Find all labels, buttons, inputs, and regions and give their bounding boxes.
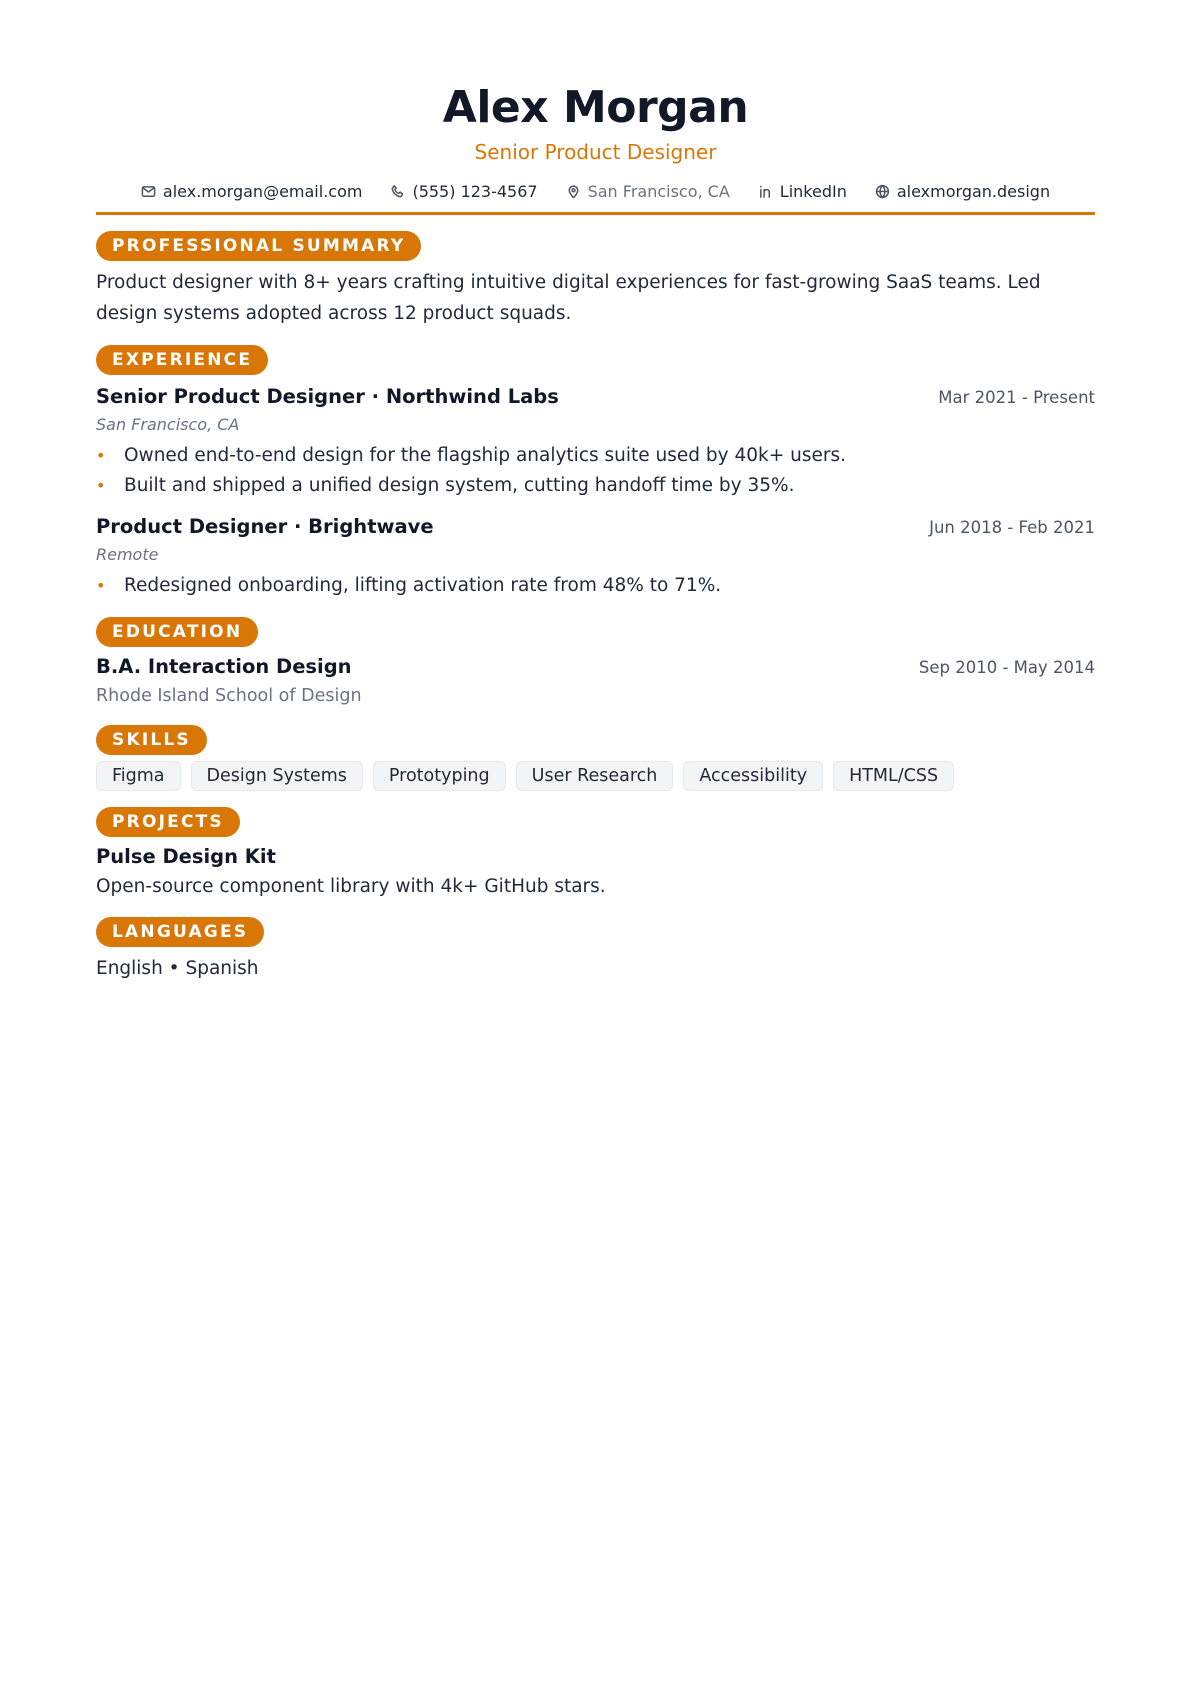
location-pin-icon — [566, 184, 581, 199]
job-bullet: • Redesigned onboarding, lifting activation rate from 48% to 71%. — [96, 571, 1095, 601]
projects-section — [96, 807, 1095, 901]
languages-section — [96, 917, 1095, 983]
job-entry — [96, 383, 1095, 501]
linkedin-text: LinkedIn — [779, 181, 847, 201]
section-heading-experience: EXPERIENCE — [96, 345, 268, 375]
job-entry — [96, 513, 1095, 601]
email-text: alex.morgan@email.com — [162, 181, 363, 201]
location-text: San Francisco, CA — [587, 181, 730, 201]
candidate-name: Alex Morgan — [442, 82, 749, 133]
job-location: San Francisco, CA — [96, 415, 240, 434]
languages-text: English • Spanish — [96, 958, 259, 979]
school-name: Rhode Island School of Design — [96, 686, 362, 706]
job-bullet: • Built and shipped a unified design system, cutting handoff time by 35%. — [96, 471, 1095, 501]
summary-section — [96, 231, 1095, 329]
skill-chip: HTML/CSS — [833, 761, 954, 791]
section-heading-skills: SKILLS — [96, 725, 207, 755]
mail-icon — [141, 184, 156, 199]
degree-title: B.A. Interaction Design — [96, 655, 352, 678]
contact-location — [566, 182, 730, 201]
linkedin-icon — [758, 184, 773, 199]
contact-linkedin[interactable] — [758, 182, 847, 201]
project-title: Pulse Design Kit — [96, 845, 276, 868]
section-heading-languages: LANGUAGES — [96, 917, 264, 947]
job-bullets — [96, 441, 1095, 501]
skills-section — [96, 725, 1095, 791]
job-dates: Jun 2018 - Feb 2021 — [929, 518, 1095, 537]
skill-chip: Design Systems — [191, 761, 363, 791]
job-title: Product Designer · Brightwave — [96, 515, 434, 538]
education-dates: Sep 2010 - May 2014 — [918, 658, 1095, 677]
section-heading-summary: PROFESSIONAL SUMMARY — [96, 231, 421, 261]
header-divider — [96, 212, 1095, 215]
skill-chip: Prototyping — [373, 761, 506, 791]
skill-chip: User Research — [516, 761, 674, 791]
job-title: Senior Product Designer · Northwind Labs — [96, 385, 559, 408]
section-heading-education: EDUCATION — [96, 617, 258, 647]
section-heading-projects: PROJECTS — [96, 807, 240, 837]
summary-text: Product designer with 8+ years crafting intuitive digital experiences for fast-growing SaaS teams. Led design systems adopted across 12 product squads. — [96, 272, 1041, 324]
phone-icon — [390, 184, 405, 199]
job-dates: Mar 2021 - Present — [938, 388, 1095, 407]
contact-phone[interactable] — [390, 182, 537, 201]
education-section — [96, 617, 1095, 709]
experience-section — [96, 345, 1095, 601]
skills-list — [96, 761, 1095, 791]
contact-bar — [96, 178, 1095, 204]
phone-text: (555) 123-4567 — [412, 181, 538, 201]
contact-email[interactable] — [141, 182, 363, 201]
candidate-role: Senior Product Designer — [474, 140, 717, 164]
project-description: Open-source component library with 4k+ GitHub stars. — [96, 876, 606, 897]
job-bullet: • Owned end-to-end design for the flagship analytics suite used by 40k+ users. — [96, 441, 1095, 471]
job-location: Remote — [96, 545, 159, 564]
skill-chip: Figma — [96, 761, 181, 791]
job-bullets — [96, 571, 1095, 601]
globe-icon — [875, 184, 890, 199]
contact-website[interactable] — [875, 182, 1050, 201]
website-text: alexmorgan.design — [896, 181, 1051, 201]
skill-chip: Accessibility — [683, 761, 823, 791]
